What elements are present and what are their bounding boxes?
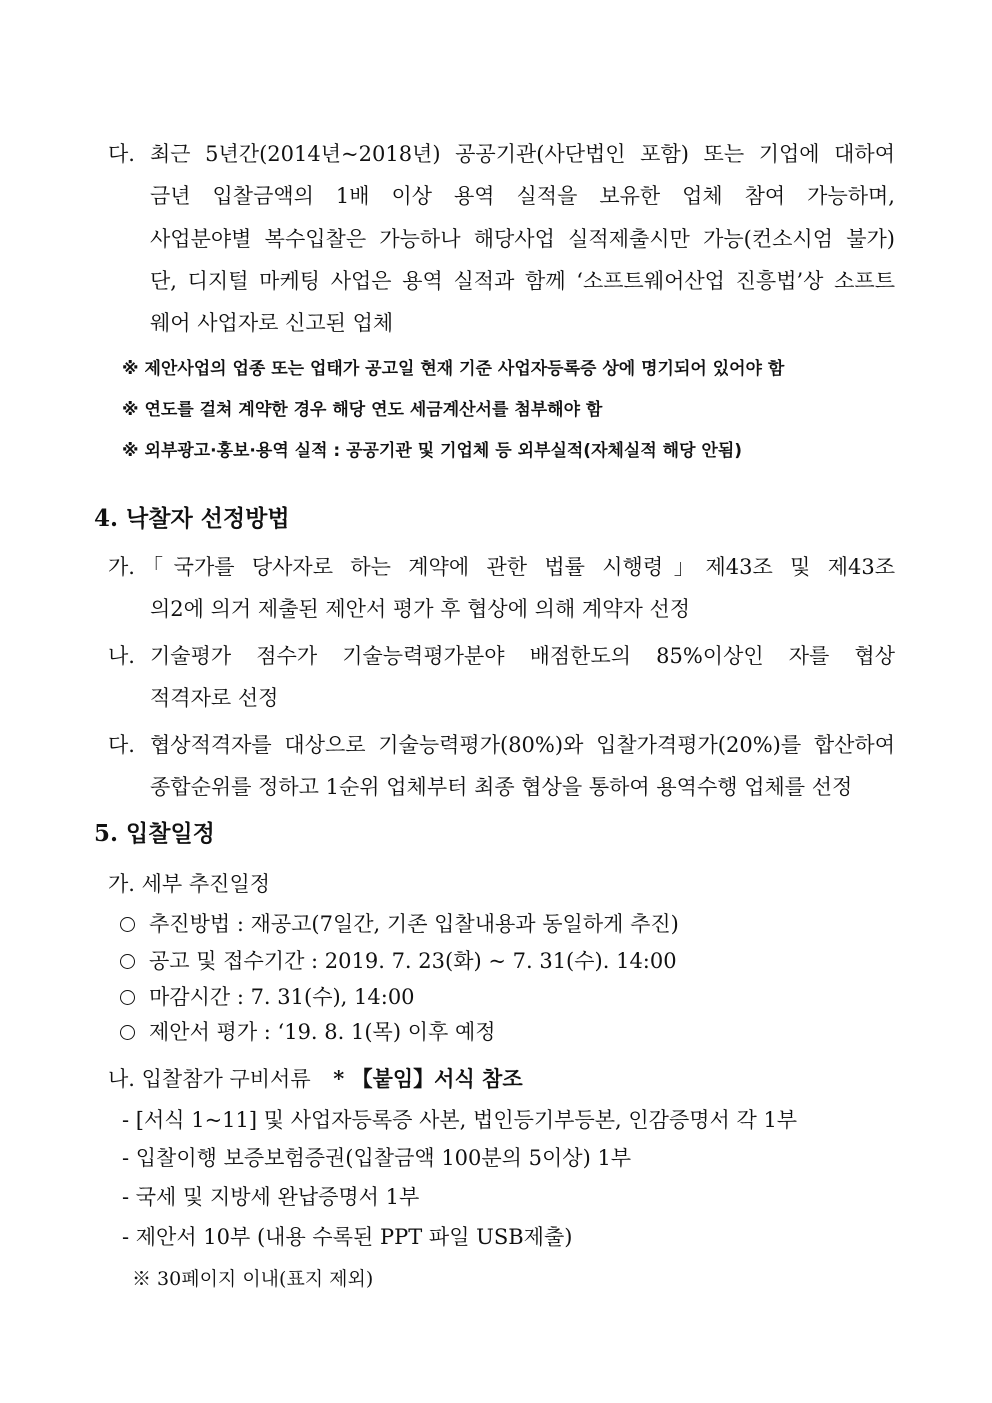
bullet-item bbox=[120, 910, 679, 938]
paragraph-line: 사업분야별 복수입찰은 가능하나 해당사업 실적제출시만 가능(컨소시엄 불가) bbox=[150, 227, 895, 251]
note-line: ※ 30페이지 이내(표지 제외) bbox=[132, 1268, 374, 1290]
paragraph-line: 기술평가 점수가 기술능력평가분야 배점한도의 85%이상인 자를 협상 bbox=[150, 644, 895, 668]
bullet-text: 공고 및 접수기간 : 2019. 7. 23(화) ~ 7. 31(수). 14:00 bbox=[149, 949, 677, 973]
paragraph-line: 협상적격자를 대상으로 기술능력평가(80%)와 입찰가격평가(20%)를 합산하여 bbox=[150, 733, 895, 757]
bullet-text: 마감시간 : 7. 31(수), 14:00 bbox=[149, 985, 415, 1009]
section-heading: 5. 입찰일정 bbox=[94, 820, 215, 847]
subsection-title: 가. 세부 추진일정 bbox=[108, 872, 271, 896]
document-item: - 입찰이행 보증보험증권(입찰금액 100분의 5이상) 1부 bbox=[122, 1146, 632, 1170]
bullet-item bbox=[120, 1018, 496, 1046]
paragraph-line: 웨어 사업자로 신고된 업체 bbox=[150, 311, 394, 335]
document-item: - 제안서 10부 (내용 수록된 PPT 파일 USB제출) bbox=[122, 1225, 573, 1249]
document-item: - [서식 1~11] 및 사업자등록증 사본, 법인등기부등본, 인감증명서 각 1부 bbox=[122, 1108, 798, 1132]
paragraph-line: 최근 5년간(2014년~2018년) 공공기관(사단법인 포함) 또는 기업에 대하여 bbox=[150, 142, 895, 166]
circle-bullet-icon bbox=[120, 1025, 135, 1040]
bullet-item bbox=[120, 947, 677, 975]
item-marker: 가. bbox=[108, 555, 135, 579]
bullet-text: 제안서 평가 : ‘19. 8. 1(목) 이후 예정 bbox=[149, 1020, 496, 1044]
section-heading: 4. 낙찰자 선정방법 bbox=[94, 505, 290, 532]
note-line: ※ 제안사업의 업종 또는 업태가 공고일 현재 기준 사업자등록증 상에 명기되어 있어야 함 bbox=[122, 359, 785, 379]
circle-bullet-icon bbox=[120, 990, 135, 1005]
item-marker: 다. bbox=[108, 142, 135, 166]
paragraph-line: 「국가를 당사자로 하는 계약에 관한 법률 시행령」제43조 및 제43조 bbox=[142, 555, 895, 579]
paragraph-line: 종합순위를 정하고 1순위 업체부터 최종 협상을 통하여 용역수행 업체를 선정 bbox=[150, 775, 853, 799]
circle-bullet-icon bbox=[120, 917, 135, 932]
subsection-title bbox=[108, 1065, 523, 1093]
item-marker: 나. bbox=[108, 644, 135, 668]
paragraph-line: 적격자로 선정 bbox=[150, 686, 279, 710]
note-line: ※ 연도를 걸쳐 계약한 경우 해당 연도 세금계산서를 첨부해야 함 bbox=[122, 400, 603, 420]
attachment-reference: * 【붙임】서식 참조 bbox=[333, 1066, 523, 1091]
bullet-text: 추진방법 : 재공고(7일간, 기존 입찰내용과 동일하게 추진) bbox=[149, 912, 679, 936]
note-line: ※ 외부광고·홍보·용역 실적 : 공공기관 및 기업체 등 외부실적(자체실적 해당 안됨) bbox=[122, 441, 743, 461]
paragraph-line: 의2에 의거 제출된 제안서 평가 후 협상에 의해 계약자 선정 bbox=[150, 597, 691, 621]
item-marker: 다. bbox=[108, 733, 135, 757]
document-item: - 국세 및 지방세 완납증명서 1부 bbox=[122, 1185, 420, 1209]
circle-bullet-icon bbox=[120, 954, 135, 969]
subsection-title-text: 나. 입찰참가 구비서류 bbox=[108, 1067, 311, 1091]
paragraph-line: 금년 입찰금액의 1배 이상 용역 실적을 보유한 업체 참여 가능하며, bbox=[150, 184, 895, 208]
paragraph-line: 단, 디지털 마케팅 사업은 용역 실적과 함께 ‘소프트웨어산업 진흥법’상 소프트 bbox=[150, 269, 895, 293]
bullet-item bbox=[120, 983, 415, 1011]
